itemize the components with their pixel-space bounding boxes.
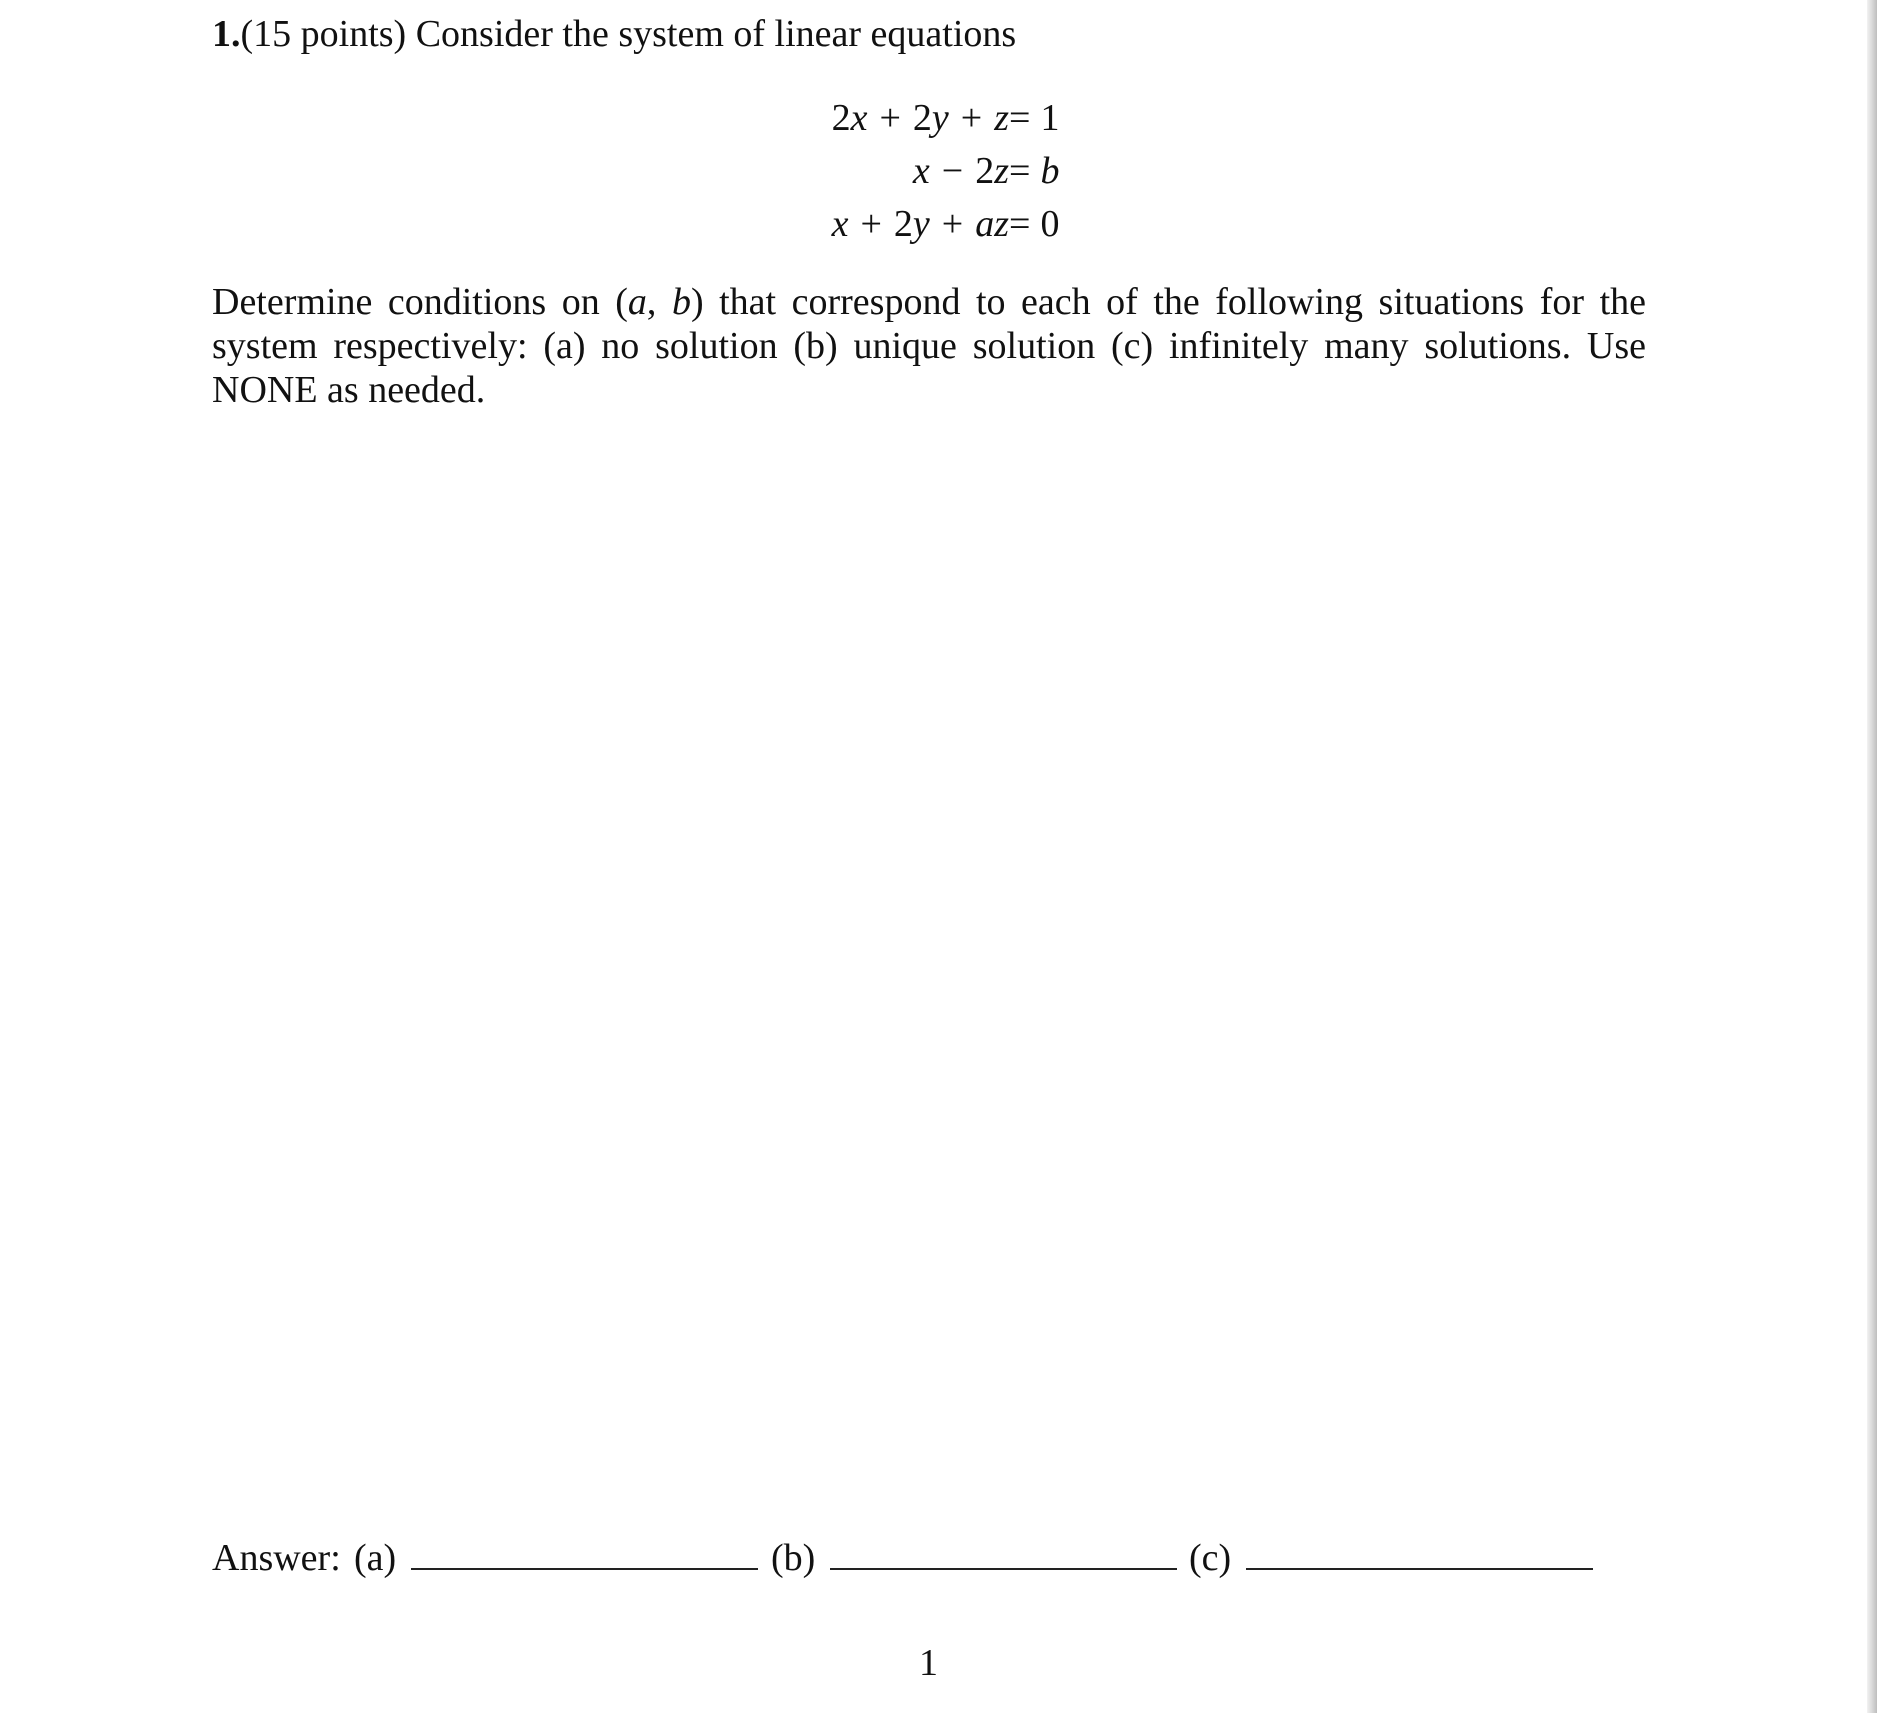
variable: z bbox=[994, 150, 1009, 192]
operator: + bbox=[960, 97, 983, 139]
operator: + bbox=[879, 97, 901, 139]
constant: 0 bbox=[1040, 203, 1060, 245]
answer-blank-a[interactable] bbox=[411, 1568, 758, 1570]
variable-b: b bbox=[671, 281, 691, 323]
variable: x bbox=[831, 203, 849, 245]
equation-lhs bbox=[913, 145, 1009, 198]
operator: + bbox=[941, 203, 964, 245]
coefficient: 2 bbox=[831, 97, 851, 139]
equals-sign: = bbox=[1009, 97, 1031, 139]
variable: z bbox=[994, 97, 1009, 139]
equation-row-3 bbox=[780, 198, 1060, 251]
problem-header bbox=[212, 10, 1016, 58]
problem-number: 1. bbox=[212, 13, 241, 55]
instructions-paragraph bbox=[212, 280, 1646, 412]
answer-blank-c[interactable] bbox=[1246, 1568, 1593, 1570]
answer-row bbox=[212, 1533, 1612, 1583]
equals-sign: = bbox=[1009, 203, 1031, 245]
equation-row-2 bbox=[780, 145, 1060, 198]
paren-close: ) bbox=[690, 281, 704, 323]
equation-rhs bbox=[1009, 198, 1060, 251]
constant: 1 bbox=[1040, 97, 1060, 139]
page-number: 1 bbox=[919, 1642, 938, 1684]
equation-rhs bbox=[1009, 145, 1060, 198]
equation-lhs bbox=[832, 198, 1009, 251]
coefficient: 2 bbox=[893, 203, 913, 245]
answer-part-a-label: (a) bbox=[354, 1537, 397, 1579]
equation-rhs bbox=[1009, 92, 1060, 145]
comma: , bbox=[646, 281, 672, 323]
operator: − bbox=[941, 150, 964, 192]
operator: + bbox=[860, 203, 882, 245]
variable-a: a bbox=[627, 281, 647, 323]
equals-sign: = bbox=[1009, 150, 1031, 192]
variable: y bbox=[931, 97, 949, 139]
answer-part-b-label: (b) bbox=[771, 1537, 816, 1579]
variable: x bbox=[850, 97, 868, 139]
paren-open: ( bbox=[615, 281, 628, 323]
coefficient: 2 bbox=[912, 97, 932, 139]
equation-lhs bbox=[832, 92, 1009, 145]
equation-system bbox=[780, 92, 1060, 251]
answer-part-c-label: (c) bbox=[1189, 1537, 1232, 1579]
instructions-text-start: Determine conditions on bbox=[212, 281, 616, 323]
answer-blank-b[interactable] bbox=[830, 1568, 1177, 1570]
answer-label: Answer: bbox=[212, 1537, 341, 1579]
variable: y bbox=[912, 203, 930, 245]
constant: b bbox=[1040, 150, 1060, 192]
page-edge-shadow bbox=[1867, 0, 1877, 1713]
equation-row-1 bbox=[780, 92, 1060, 145]
coefficient: 2 bbox=[975, 150, 995, 192]
problem-intro: (15 points) Consider the system of linear equations bbox=[240, 13, 1017, 55]
variable: x bbox=[912, 150, 930, 192]
variable: z bbox=[994, 203, 1009, 245]
instructions-text-end: that correspond to each of the following situations for the system respectively: (a) no solution (b) unique solution (c) infinitely many solutions. Use NONE as needed. bbox=[212, 281, 1646, 411]
variable: a bbox=[975, 203, 995, 245]
